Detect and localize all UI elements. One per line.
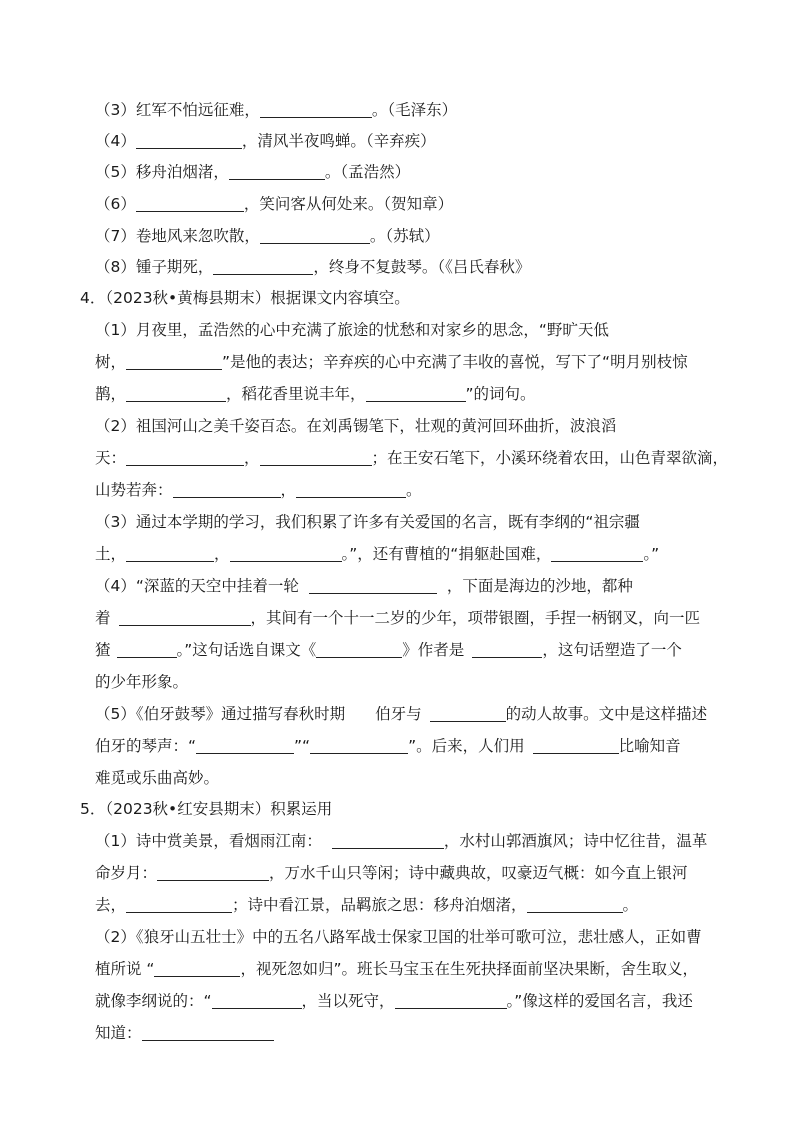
q4-part2-line2 — [95, 448, 728, 468]
text: 猹 — [95, 641, 111, 659]
answer-blank[interactable] — [316, 641, 402, 658]
answer-blank[interactable] — [126, 449, 244, 466]
answer-blank[interactable] — [126, 353, 222, 370]
answer-blank[interactable] — [395, 992, 507, 1009]
text: 命岁月： — [95, 864, 158, 882]
text: 》作者是 — [402, 641, 465, 659]
q4-part1-line3 — [95, 384, 536, 404]
answer-blank[interactable] — [260, 227, 370, 244]
answer-blank[interactable] — [142, 1024, 274, 1041]
answer-blank[interactable] — [136, 132, 242, 149]
text: 鹊， — [95, 385, 127, 403]
item-4-source: ，清风半夜鸣蝉。（辛弃疾） — [241, 132, 436, 150]
q4-part5-line2 — [95, 736, 681, 756]
text: ， — [214, 545, 230, 563]
q5-part1-line2 — [95, 863, 688, 883]
text: ”是他的表达；辛弃疾的心中充满了丰收的喜悦，写下了“明月别枝惊 — [222, 353, 688, 371]
item-6-text: （6） — [95, 195, 136, 213]
text: ”的词句。 — [465, 385, 536, 403]
text: 植所说 “ — [95, 960, 155, 978]
item-6-line — [95, 194, 453, 214]
text: ， — [244, 449, 260, 467]
q4-part4-line2 — [95, 608, 700, 628]
item-5-line — [95, 162, 410, 182]
q4-part4-line4: 的少年形象。 — [95, 673, 189, 691]
text: 知道： — [95, 1024, 142, 1042]
text: 就像李纲说的：“ — [95, 992, 212, 1010]
q4-part5-line1 — [95, 704, 707, 724]
answer-blank[interactable] — [551, 545, 643, 562]
item-7-line — [95, 226, 440, 246]
item-3-line — [95, 100, 457, 120]
answer-blank[interactable] — [527, 896, 623, 913]
q5-part2-line4 — [95, 1023, 274, 1043]
text: 天： — [95, 449, 127, 467]
item-4-text: （4） — [95, 132, 136, 150]
item-7-source: 。（苏轼） — [369, 227, 440, 245]
answer-blank[interactable] — [173, 481, 281, 498]
item-5-source: 。（孟浩然） — [324, 163, 411, 181]
text: 。 — [406, 481, 422, 499]
text: ，视死忽如归”。班长马宝玉在生死抉择面前坚决果断，舍生取义， — [240, 960, 699, 978]
answer-blank[interactable] — [229, 163, 325, 180]
answer-blank[interactable] — [157, 864, 269, 881]
item-8-source: ，终身不复鼓琴。（《吕氏春秋》 — [313, 258, 531, 276]
item-8-line — [95, 257, 530, 277]
text: 。 — [622, 896, 639, 914]
text: ”“ — [294, 737, 311, 755]
text: 。”像这样的爱国名言，我还 — [506, 992, 693, 1010]
answer-blank[interactable] — [136, 195, 244, 212]
q4-part2-line3 — [95, 480, 422, 500]
text: ，水村山郭酒旗风；诗中忆往昔，温革 — [443, 832, 708, 850]
text: 。”这句话选自课文《 — [176, 641, 317, 659]
q5-part1-line3 — [95, 895, 638, 915]
answer-blank[interactable] — [196, 737, 294, 754]
answer-blank[interactable] — [260, 101, 372, 118]
text: 伯牙与 — [375, 705, 422, 723]
answer-blank[interactable] — [119, 609, 251, 626]
q4-part1-line2 — [95, 352, 688, 372]
text: 伯牙的琴声：“ — [95, 737, 197, 755]
answer-blank[interactable] — [126, 545, 214, 562]
q4-part5-line3: 难觅或乐曲高妙。 — [95, 769, 220, 787]
text: （4）“深蓝的天空中挂着一轮 — [95, 577, 299, 595]
answer-blank[interactable] — [154, 960, 240, 977]
q5-part2-line1: （2）《狼牙山五壮士》中的五名八路军战士保家卫国的壮举可歌可泣，悲壮感人，正如曹 — [95, 928, 702, 946]
answer-blank[interactable] — [126, 896, 232, 913]
answer-blank[interactable] — [332, 832, 444, 849]
answer-blank[interactable] — [366, 385, 466, 402]
q4-part4-line3 — [95, 640, 682, 660]
answer-blank[interactable] — [430, 705, 506, 722]
answer-blank[interactable] — [117, 641, 177, 658]
text: 山势若奔： — [95, 481, 173, 499]
answer-blank[interactable] — [296, 481, 406, 498]
item-7-text: （7）卷地风来忽吹散， — [95, 227, 260, 245]
q4-part4-line1 — [95, 576, 633, 596]
item-8-text: （8）锺子期死， — [95, 258, 214, 276]
q5-part2-line3 — [95, 991, 693, 1011]
text: 。” — [643, 545, 660, 563]
text: 着 — [95, 609, 111, 627]
text: ；在王安石笔下，小溪环绕着农田，山色青翠欲滴， — [371, 449, 729, 467]
q5-part2-line2 — [95, 959, 698, 979]
q4-part1-line1: （1）月夜里，孟浩然的心中充满了旅途的忧愁和对家乡的思念，“野旷天低 — [95, 321, 609, 339]
q4-part2-line1: （2）祖国河山之美千姿百态。在刘禹锡笔下，壮观的黄河回环曲折，波浪滔 — [95, 417, 617, 435]
answer-blank[interactable] — [212, 992, 302, 1009]
text: ；诗中看江景，品羁旅之思：移舟泊烟渚， — [232, 896, 527, 914]
text: 去， — [95, 896, 127, 914]
text: ，当以死守， — [301, 992, 395, 1010]
text: ，其间有一个十一二岁的少年，项带银圈，手捏一柄钢叉，向一匹 — [250, 609, 701, 627]
answer-blank[interactable] — [260, 449, 372, 466]
answer-blank[interactable] — [310, 737, 408, 754]
item-3-source: 。（毛泽东） — [371, 101, 458, 119]
answer-blank[interactable] — [533, 737, 619, 754]
text: （1）诗中赏美景，看烟雨江南： — [95, 832, 322, 850]
question-4-header: 4．（2023秋•黄梅县期末）根据课文内容填空。 — [80, 289, 410, 307]
text: 。”，还有曹植的“捐躯赴国难， — [341, 545, 552, 563]
text: 土， — [95, 545, 127, 563]
text: ， — [280, 481, 297, 499]
item-5-text: （5）移舟泊烟渚， — [95, 163, 229, 181]
text: 比喻知音 — [618, 737, 681, 755]
text: ，万水千山只等闲；诗中藏典故，叹豪迈气概：如今直上银河 — [269, 864, 688, 882]
answer-blank[interactable] — [309, 577, 437, 594]
item-4-line — [95, 131, 436, 151]
answer-blank[interactable] — [213, 258, 313, 275]
text: ”。后来，人们用 — [408, 737, 525, 755]
item-6-source: ，笑问客从何处来。（贺知章） — [243, 195, 454, 213]
text: ，这句话塑造了一个 — [542, 641, 682, 659]
answer-blank[interactable] — [472, 641, 542, 658]
question-5-header: 5．（2023秋•红安县期末）积累运用 — [80, 800, 333, 818]
q4-part3-line1: （3）通过本学期的学习，我们积累了许多有关爱国的名言，既有李纲的“祖宗疆 — [95, 513, 640, 531]
text: 树， — [95, 353, 127, 371]
text: 的动人故事。文中是这样描述 — [505, 705, 708, 723]
q4-part3-line2 — [95, 544, 659, 564]
text: ，稻花香里说丰年， — [226, 385, 366, 403]
text: ，下面是海边的沙地，都种 — [446, 577, 633, 595]
text: （5）《伯牙鼓琴》通过描写春秋时期 — [95, 705, 346, 723]
answer-blank[interactable] — [126, 385, 226, 402]
q5-part1-line1 — [95, 831, 707, 851]
item-3-text: （3）红军不怕远征难， — [95, 101, 260, 119]
answer-blank[interactable] — [230, 545, 342, 562]
